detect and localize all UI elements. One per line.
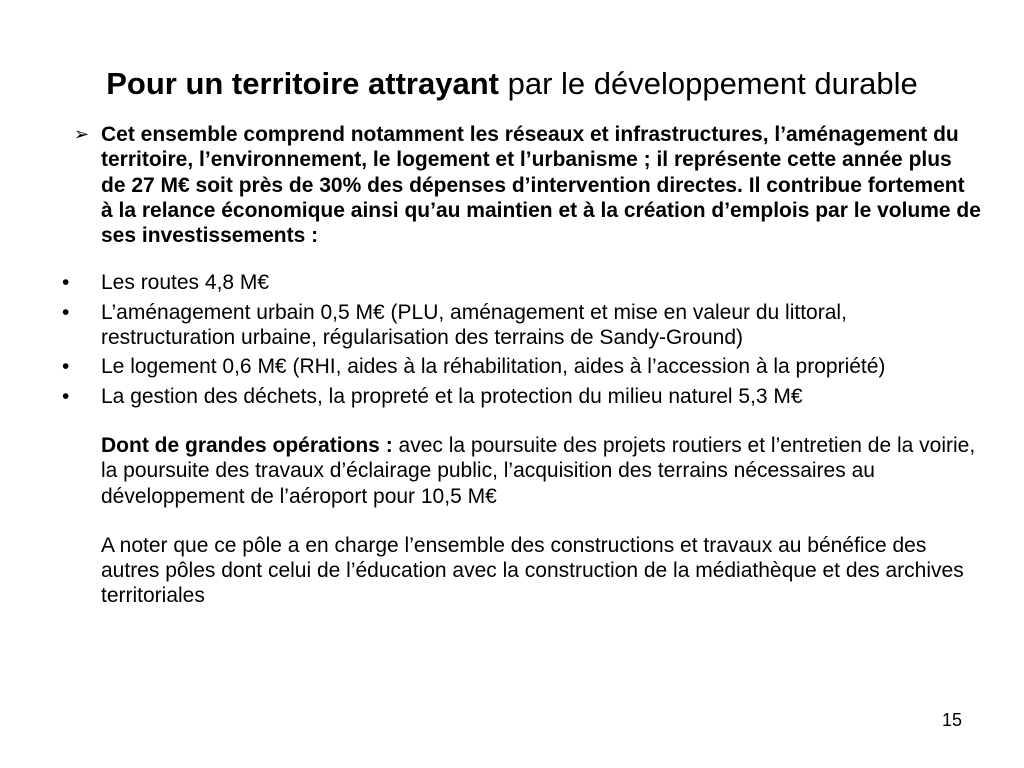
bullet-list <box>62 270 982 408</box>
intro-paragraph <box>62 122 982 248</box>
slide-content <box>62 122 982 609</box>
bullet-dot-icon: • <box>62 384 70 408</box>
bullet-item-routes <box>62 270 982 295</box>
bullet-dot-icon: • <box>62 271 70 295</box>
bullet-dot-icon: • <box>62 355 70 379</box>
page-number: 15 <box>941 710 962 730</box>
bullet-text: La gestion des déchets, la propreté et la protection du milieu naturel 5,3 M€ <box>101 384 803 408</box>
bullet-item-amenagement <box>62 300 982 351</box>
slide-title <box>0 64 1024 104</box>
bullet-dot-icon: • <box>62 300 70 324</box>
bullet-item-dechets <box>62 384 982 409</box>
bullet-text: Les routes 4,8 M€ <box>101 271 270 295</box>
slide-title-bold: Pour un territoire attrayant <box>106 66 499 101</box>
note-paragraph: A noter que ce pôle a en charge l’ensemble des constructions et travaux au bénéfice des autres pôles dont celui de l’éducation avec la construction de la médiathèque et des archives territoriales <box>101 533 964 608</box>
bullet-text: Le logement 0,6 M€ (RHI, aides à la réhabilitation, aides à l’accession à la propriété) <box>101 355 886 379</box>
arrow-bullet-icon: ➢ <box>74 124 90 144</box>
bullet-item-logement <box>62 354 982 379</box>
intro-text: Cet ensemble comprend notamment les réseaux et infrastructures, l’aménagement du territoire, l’environnement, le logement et l’urbanisme ; il représente cette année plus de 27 M€ soit près de 30% des dépenses d’intervention directes. Il contribue fortement à la relance économique ainsi qu’au maintien et à la création d’emplois par le volume de ses investissements : <box>101 123 981 248</box>
slide-title-rest: par le développement durable <box>498 66 918 101</box>
bullet-text: L’aménagement urbain 0,5 M€ (PLU, aménagement et mise en valeur du littoral, restructuration urbaine, régularisation des terrains de Sandy-Ground) <box>101 300 847 350</box>
operations-text: avec la poursuite des projets routiers et l’entretien de la voirie, la poursuite des travaux d’éclairage public, l’acquisition des terrains nécessaires au développement de l’aéroport pour 10,5 M€ <box>101 433 976 508</box>
operations-label: Dont de grandes opérations : <box>101 433 393 457</box>
operations-paragraph <box>62 433 982 509</box>
